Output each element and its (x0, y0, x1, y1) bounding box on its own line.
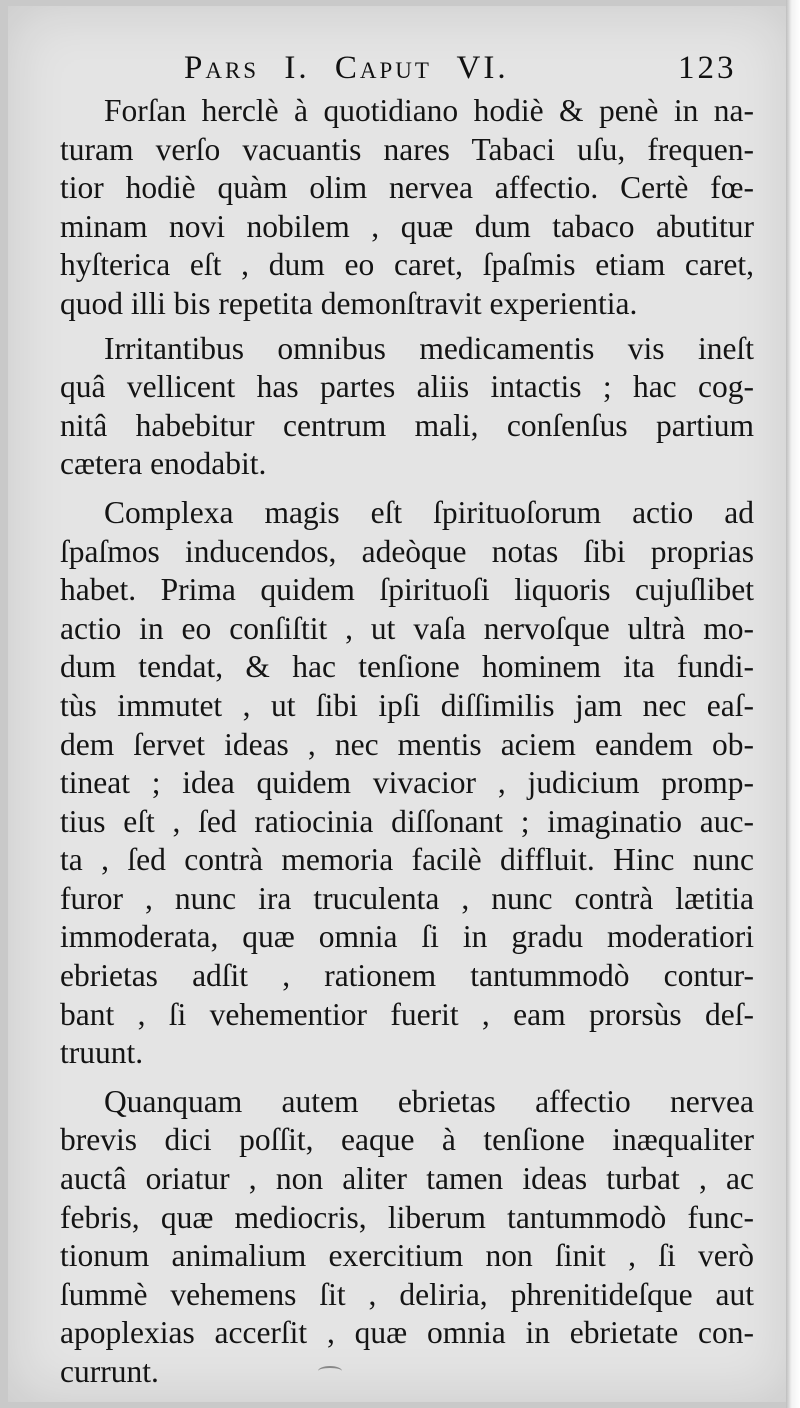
text-line: auctâ oriatur , non aliter tamen ideas turbat , ac (60, 1161, 754, 1197)
text-line: immoderata, quæ omnia ſi in gradu moderatiori (60, 919, 754, 955)
paragraph (60, 330, 754, 484)
text-line: currunt. (60, 1354, 159, 1389)
text-line: ta , ſed contrà memoria facilè diffluit. Hinc nunc (60, 842, 754, 878)
text-line: hyſterica eſt , dum eo caret, ſpaſmis etiam caret, (60, 247, 754, 283)
running-head (184, 50, 784, 90)
text-line: ebrietas adſit , rationem tantummodò contur- (60, 958, 754, 994)
text-line: habet. Prima quidem ſpirituoſi liquoris cujuſlibet (60, 572, 754, 608)
text-line: cætera enodabit. (60, 446, 267, 482)
text-line: bant , ſi vehementior fuerit , eam prorsùs deſ- (60, 996, 754, 1032)
paragraph (60, 494, 754, 1073)
text-line: nitâ habebitur centrum mali, conſenſus partium (60, 407, 754, 443)
text-line: tineat ; idea quidem vivacior , judicium promp- (60, 765, 754, 801)
text-line: truunt. (60, 1035, 144, 1071)
text-line: Irritantibus omnibus medicamentis vis ineſt (104, 330, 754, 366)
body-text (60, 92, 754, 1392)
paragraph (60, 92, 754, 324)
text-line: tionum animalium exercitium non ſinit , ſi verò (60, 1238, 754, 1274)
page-number: 123 (678, 50, 737, 86)
text-line: Forſan herclè à quotidiano hodiè & penè in na- (104, 93, 754, 128)
paragraph (60, 1083, 754, 1392)
text-line: Complexa magis eſt ſpirituoſorum actio ad (104, 494, 754, 530)
book-page (8, 6, 792, 1402)
text-line: ſummè vehemens ſit , deliria, phrenitideſque aut (60, 1276, 754, 1312)
text-line: febris, quæ mediocris, liberum tantummodò func- (60, 1199, 754, 1235)
text-line: tùs immutet , ut ſibi ipſi diſſimilis jam nec eaſ- (60, 687, 754, 723)
paper-mark (318, 1366, 342, 1376)
text-line: dum tendat, & hac tenſione hominem ita fundi- (60, 649, 754, 685)
text-line: turam verſo vacuantis nares Tabaci uſu, frequen- (60, 131, 754, 167)
text-line: actio in eo conſiſtit , ut vaſa nervoſque ultrà mo- (60, 610, 754, 646)
page-edge (786, 0, 800, 1408)
text-line: minam novi nobilem , quæ dum tabaco abutitur (60, 208, 754, 244)
text-line: Quanquam autem ebrietas affectio nervea (104, 1083, 754, 1119)
text-line: quod illi bis repetita demonſtravit experientia. (60, 285, 638, 321)
text-line: furor , nunc ira truculenta , nunc contrà lætitia (60, 880, 754, 916)
text-line: ſpaſmos inducendos, adeòque notas ſibi proprias (60, 533, 754, 569)
text-line: brevis dici poſſit, eaque à tenſione inæqualiter (60, 1122, 754, 1158)
running-head-title: Pars I. Caput VI. (184, 50, 509, 86)
text-line: tior hodiè quàm olim nervea affectio. Certè fœ- (60, 170, 754, 206)
text-line: dem ſervet ideas , nec mentis aciem eandem ob- (60, 726, 754, 762)
text-line: quâ vellicent has partes aliis intactis ; hac cog- (60, 369, 754, 405)
text-line: apoplexias accerſit , quæ omnia in ebrietate con- (60, 1315, 754, 1351)
text-line: tius eſt , ſed ratiocinia diſſonant ; imaginatio auc- (60, 803, 754, 839)
